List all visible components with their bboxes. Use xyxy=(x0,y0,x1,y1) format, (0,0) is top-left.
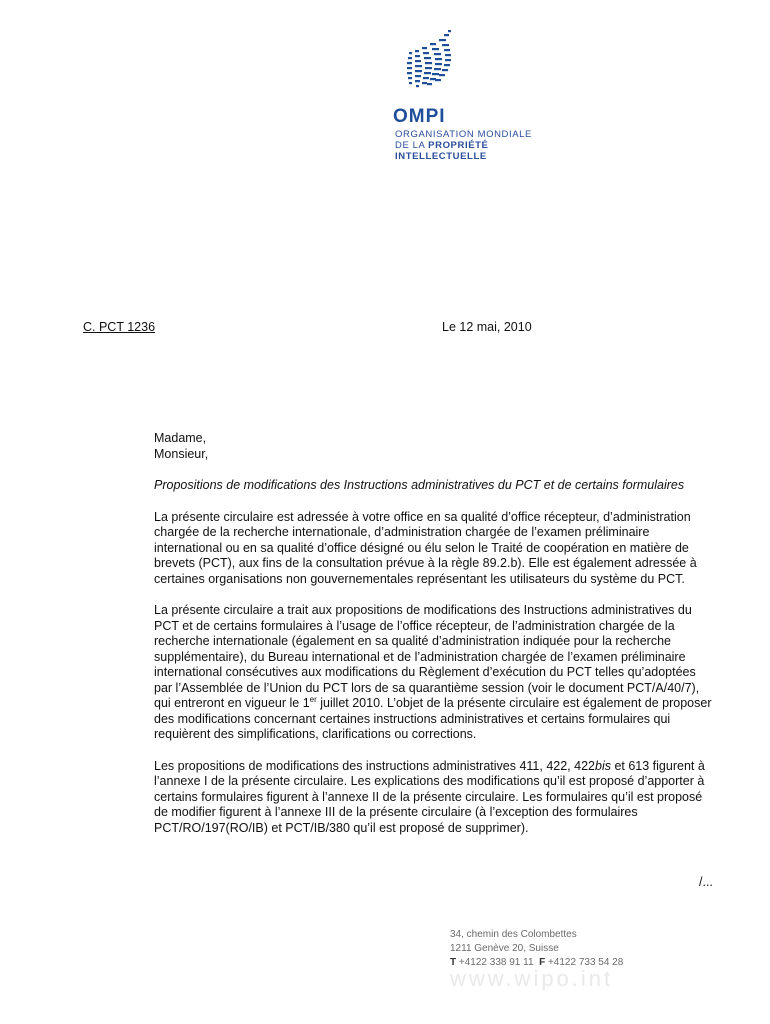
org-name-line1: ORGANISATION MONDIALE xyxy=(395,129,532,140)
website-watermark: www.wipo.int xyxy=(450,966,614,991)
paragraph-1: La présente circulaire est adressée à votre office en sa qualité d’office récepteur, d’administration chargée de la recherche internationale, d’administration chargée de l’examen préliminaire international ou en sa qualité d’office désigné ou élu selon le Traité de coopération en matière de brevets (PCT), aux fins de la consultation prévue à la règle 89.2.b). Elle est également adressée à certaines organisations non gouvernementales représentant les utilisateurs du système du PCT. xyxy=(154,509,697,586)
salutation xyxy=(154,431,714,462)
paragraph-3-text-b: et 613 figurent à l’annexe I de la présente circulaire. Les explications des modifications qu’il est proposé d’apporter à certains formulaires figurent à l’annexe II de la présente circulaire. Les formulaires qu’il est proposé de modifier figurent à l’annexe III de la présente circulaire (à l’exception des formulaires PCT/RO/197(RO/IB) et PCT/IB/380 qu’il est proposé de supprimer). xyxy=(154,758,705,835)
wipo-letterhead xyxy=(385,30,585,190)
fax-label: F xyxy=(539,957,546,968)
address-line2: 1211 Genève 20, Suisse xyxy=(450,943,559,954)
ordinal-superscript: er xyxy=(309,694,317,704)
tel-number: +4122 338 91 11 xyxy=(458,957,534,968)
ompi-acronym: OMPI xyxy=(393,106,446,127)
salutation-line1: Madame, xyxy=(154,431,207,445)
address-line1: 34, chemin des Colombettes xyxy=(450,929,577,940)
org-name-line2-a: DE LA xyxy=(395,140,429,151)
wipo-globe-logo-icon xyxy=(405,30,455,102)
org-name-line2-b: PROPRIÉTÉ xyxy=(428,140,489,151)
continuation-mark: /... xyxy=(699,875,713,889)
paragraph-3 xyxy=(154,759,714,837)
salutation-line2: Monsieur, xyxy=(154,446,209,461)
org-name-line2 xyxy=(395,140,488,151)
letter-body xyxy=(154,431,714,852)
tel-label: T xyxy=(450,957,457,968)
circular-reference: C. PCT 1236 xyxy=(83,320,156,334)
fax-number: +4122 733 54 28 xyxy=(547,957,624,968)
paragraph-2-text-a: La présente circulaire a trait aux propositions de modifications des Instructions administratives du PCT et de certains formulaires à l’usage de l’office récepteur, de l’administration chargée de la recherche internationale (également en sa qualité d’administration indiquée pour la recherche supplémentaire), du Bureau international et de l’administration chargée de l’examen préliminaire international consécutives aux modifications du Règlement d’exécution du PCT telles qu’adoptées par l’Assemblée de l’Union du PCT lors de sa quarantième session (voir le document PCT/A/40/7), qui entreront en vigueur le 1 xyxy=(154,603,700,710)
letter-date: Le 12 mai, 2010 xyxy=(442,320,532,334)
org-name-line3: INTELLECTUELLE xyxy=(395,151,487,162)
paragraph-3-text-a: Les propositions de modifications des instructions administratives 411, 422, 422 xyxy=(154,758,595,773)
bis-italic: bis xyxy=(595,758,611,773)
paragraph-2 xyxy=(154,603,714,743)
footer-address xyxy=(450,928,623,970)
letter-subject: Propositions de modifications des Instructions administratives du PCT et de certains formulaires xyxy=(154,478,685,492)
paragraph-2-text-b: juillet 2010. L’objet de la présente circulaire est également de proposer des modifications concernant certaines instructions administratives et certains formulaires qui requièrent des simplifications, clarifications ou corrections. xyxy=(154,696,712,741)
